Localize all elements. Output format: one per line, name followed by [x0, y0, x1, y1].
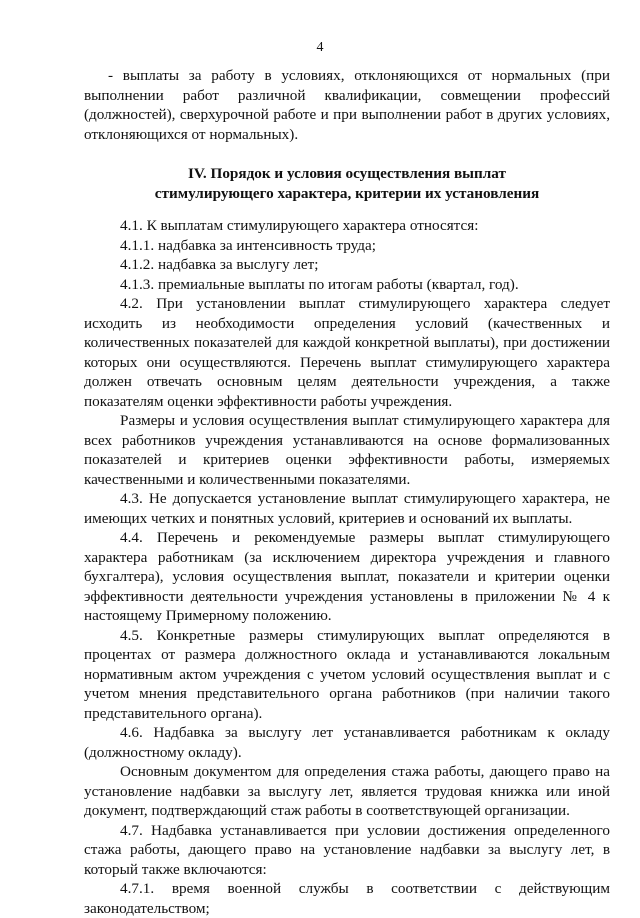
paragraph-4-1-2: 4.1.2. надбавка за выслугу лет; [120, 256, 319, 273]
paragraph-4-6: 4.6. Надбавка за выслугу лет устанавливается работникам к окладу (должностному окладу). [84, 724, 610, 761]
paragraph-main-document: Основным документом для определения стажа работы, дающего право на установление надбавки за выслугу лет, является трудовая книжка или иной документ, подтверждающий стаж работы в соответствующей организации. [84, 763, 610, 819]
section-heading-line-1: IV. Порядок и условия осуществления выплат [188, 165, 506, 182]
paragraph-4-7: 4.7. Надбавка устанавливается при условии достижения определенного стажа работы, дающего право на установление надбавки за выслугу лет, в который также включаются: [84, 821, 610, 878]
paragraph-4-1-3: 4.1.3. премиальные выплаты по итогам работы (квартал, год). [120, 275, 519, 293]
section-heading [84, 164, 610, 203]
intro-paragraph: - выплаты за работу в условиях, отклоняющихся от нормальных (при выполнении работ различной квалификации, совмещении профессий (должностей), сверхурочной работе и при выполнении работ в других условиях, отклоняющихся от нормальных). [84, 67, 610, 143]
document-body [84, 66, 610, 918]
paragraph-4-1: 4.1. К выплатам стимулирующего характера относятся: [120, 217, 479, 234]
paragraph-4-4: 4.4. Перечень и рекомендуемые размеры выплат стимулирующего характера работникам (за исключением директора учреждения и главного бухгалтера), условия осуществления выплат, показатели и критерии оценки эффективности деятельности учреждения установлены в приложении № 4 к настоящему Примерному положению. [84, 529, 610, 624]
paragraph-4-2: 4.2. При установлении выплат стимулирующего характера следует исходить из необходимости определения условий (качественных и количественных показателей для каждой конкретной выплаты), при достижении которых они осуществляются. Перечень выплат стимулирующего характера должен отвечать основным целям деятельности учреждения, а также показателям оценки эффективности работы учреждения. [84, 295, 610, 410]
paragraph-4-3: 4.3. Не допускается установление выплат стимулирующего характера, не имеющих четких и понятных условий, критериев и оснований их выплаты. [84, 490, 610, 527]
paragraph-4-5: 4.5. Конкретные размеры стимулирующих выплат определяются в процентах от размера должностного оклада и устанавливаются локальным нормативным актом учреждения с учетом условий осуществления выплат и с учетом мнения представительного органа работников (при наличии такого представительного органа). [84, 626, 610, 722]
page-number: 4 [316, 40, 324, 55]
paragraph-4-7-1: 4.7.1. время военной службы в соответствии с действующим законодательством; [84, 880, 610, 917]
paragraph-4-1-1: 4.1.1. надбавка за интенсивность труда; [120, 236, 376, 254]
section-heading-line-2: стимулирующего характера, критерии их установления [154, 184, 540, 202]
paragraph-sizes-and-conditions: Размеры и условия осуществления выплат стимулирующего характера для всех работников учреждения устанавливаются на основе формализованных показателей и критериев оценки эффективности работы, измеряемых качественными и количественными показателями. [84, 412, 610, 488]
